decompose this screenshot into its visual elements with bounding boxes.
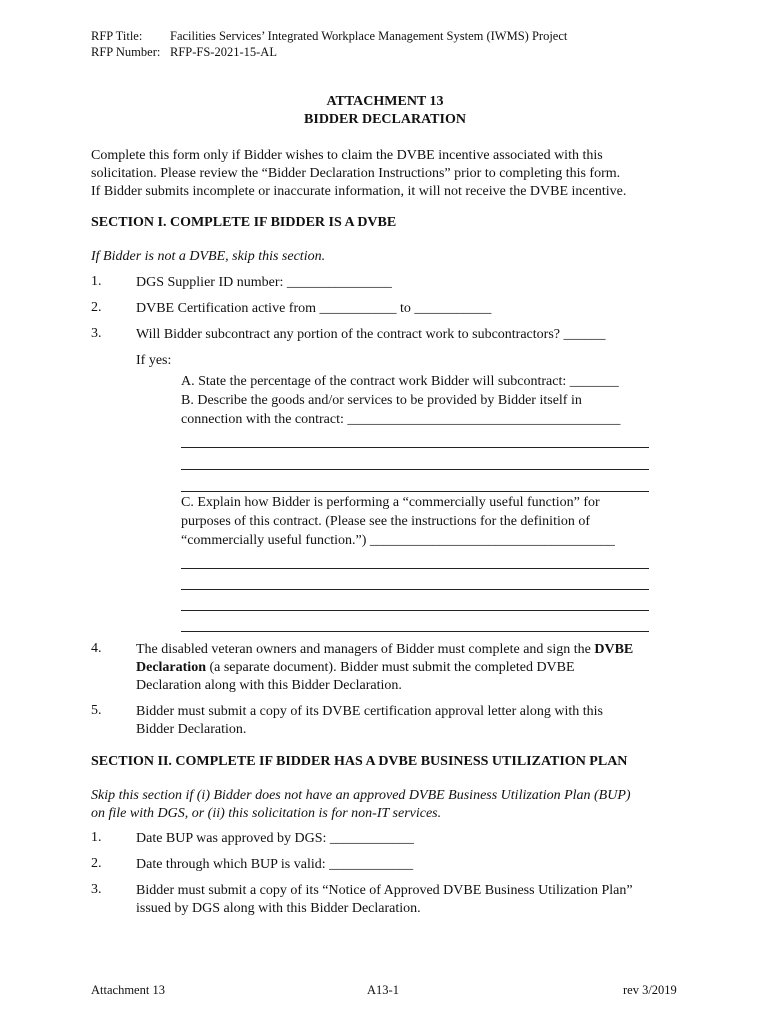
section-2-skip-note-2: on file with DGS, or (ii) this solicitation is for non-IT services.	[91, 806, 442, 821]
footer-page-number: A13-1	[367, 983, 399, 997]
sub-c-blank-line-3[interactable]	[181, 610, 649, 611]
s1-item-4-line-1	[136, 641, 633, 659]
s1-item-1-number: 1.	[91, 274, 102, 289]
sub-b-line-1: B. Describe the goods and/or services to be provided by Bidder itself in	[181, 393, 582, 408]
s1-item-5-line-1: Bidder must submit a copy of its DVBE certification approval letter along with this	[136, 704, 603, 719]
s1-item-4-line-2	[136, 659, 575, 677]
document-title: BIDDER DECLARATION	[304, 112, 466, 127]
footer-attachment: Attachment 13	[91, 983, 165, 997]
s2-item-3-number: 3.	[91, 882, 102, 897]
s2-item-1-number: 1.	[91, 830, 102, 845]
section-2-skip-note-1: Skip this section if (i) Bidder does not have an approved DVBE Business Utilization Plan (BUP)	[91, 788, 631, 803]
rfp-number-label: RFP Number:	[91, 45, 161, 59]
s1-item-4-line-1-text: The disabled veteran owners and managers of Bidder must complete and sign the	[136, 642, 595, 657]
sub-c-line-3[interactable]: “commercially useful function.”) ___________________________________	[181, 533, 615, 548]
s2-item-3-line-1: Bidder must submit a copy of its “Notice of Approved DVBE Business Utilization Plan”	[136, 883, 633, 898]
sub-b-blank-line-1[interactable]	[181, 447, 649, 448]
s1-item-3-number: 3.	[91, 326, 102, 341]
sub-a-percentage[interactable]: A. State the percentage of the contract work Bidder will subcontract: _______	[181, 374, 619, 389]
s1-item-3-subcontract[interactable]: Will Bidder subcontract any portion of the contract work to subcontractors? ______	[136, 327, 606, 342]
rfp-title-value: Facilities Services’ Integrated Workplace Management System (IWMS) Project	[170, 29, 568, 43]
attachment-title: ATTACHMENT 13	[326, 94, 444, 109]
sub-b-blank-line-2[interactable]	[181, 469, 649, 470]
s1-item-1-supplier-id[interactable]: DGS Supplier ID number: _______________	[136, 275, 392, 290]
s1-item-4-dvbe-bold: DVBE	[594, 642, 634, 657]
s2-item-2-bup-valid-date[interactable]: Date through which BUP is valid: ____________	[136, 857, 414, 872]
s1-item-4-declaration-bold: Declaration	[136, 660, 206, 675]
sub-c-blank-line-2[interactable]	[181, 589, 649, 590]
rfp-title-label: RFP Title:	[91, 29, 143, 43]
rfp-number-value: RFP-FS-2021-15-AL	[170, 45, 277, 59]
section-2-heading: SECTION II. COMPLETE IF BIDDER HAS A DVBE BUSINESS UTILIZATION PLAN	[91, 754, 628, 769]
footer-revision: rev 3/2019	[623, 983, 677, 997]
sub-c-line-2: purposes of this contract. (Please see the instructions for the definition of	[181, 514, 591, 529]
sub-c-blank-line-1[interactable]	[181, 568, 649, 569]
intro-line-1: Complete this form only if Bidder wishes to claim the DVBE incentive associated with this	[91, 148, 603, 163]
sub-c-line-1: C. Explain how Bidder is performing a “commercially useful function” for	[181, 495, 600, 510]
s1-item-4-line-2-text: (a separate document). Bidder must submit the completed DVBE	[205, 660, 575, 675]
s2-item-1-bup-approved-date[interactable]: Date BUP was approved by DGS: ____________	[136, 831, 414, 846]
s1-item-4-number: 4.	[91, 641, 102, 656]
section-1-heading: SECTION I. COMPLETE IF BIDDER IS A DVBE	[91, 215, 397, 230]
section-1-skip-note: If Bidder is not a DVBE, skip this section.	[91, 249, 326, 264]
s1-item-4-line-3: Declaration along with this Bidder Declaration.	[136, 678, 402, 693]
sub-b-blank-line-3[interactable]	[181, 491, 649, 492]
intro-line-3: If Bidder submits incomplete or inaccurate information, it will not receive the DVBE incentive.	[91, 184, 627, 199]
if-yes-label: If yes:	[136, 353, 172, 368]
sub-c-blank-line-4[interactable]	[181, 631, 649, 632]
sub-b-line-2[interactable]: connection with the contract: _______________________________________	[181, 412, 621, 427]
s2-item-2-number: 2.	[91, 856, 102, 871]
s1-item-5-line-2: Bidder Declaration.	[136, 722, 247, 737]
s2-item-3-line-2: issued by DGS along with this Bidder Declaration.	[136, 901, 421, 916]
s1-item-2-number: 2.	[91, 300, 102, 315]
intro-line-2: solicitation. Please review the “Bidder Declaration Instructions” prior to completing this form.	[91, 166, 621, 181]
s1-item-2-certification-dates[interactable]: DVBE Certification active from ___________ to ___________	[136, 301, 492, 316]
s1-item-5-number: 5.	[91, 703, 102, 718]
